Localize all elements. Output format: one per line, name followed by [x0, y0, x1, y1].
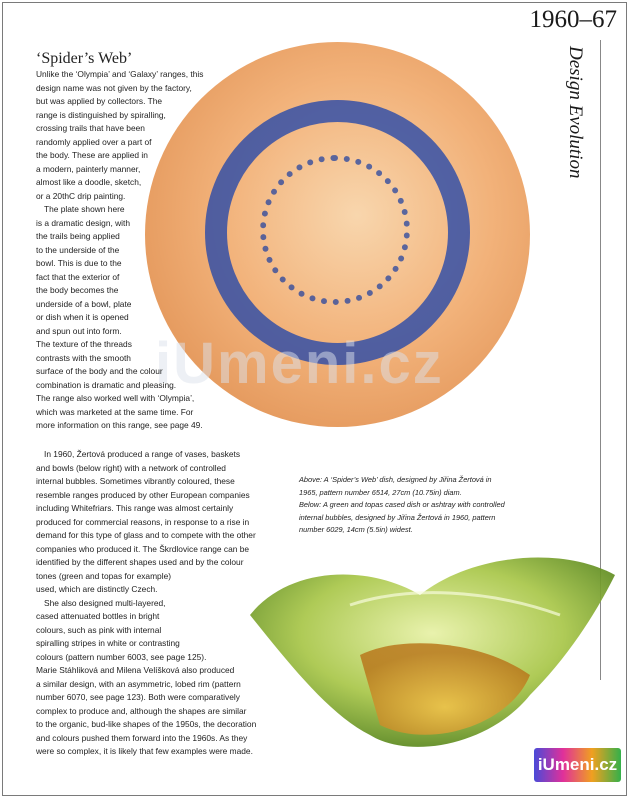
article-title: ‘Spider’s Web’	[36, 50, 133, 67]
blue-trail-inner	[260, 155, 410, 305]
green-bubble-dish-image	[230, 545, 630, 765]
article-wide-column: In 1960, Žertová produced a range of vases, baskets and bowls (below right) with a network of controlled internal bubbles. Sometimes vibrantly coloured, these resemble ranges produced by other European companies including Whitefriars. This range was almost certainly produced for commercial reasons, in response to a rise in demand for this type of glass and to compete with the other companies who produced it. The Škrdlovice range can be identified by the different shapes used and by the colour tones (green and topas for example) used, which are distinctly Czech. She also designed multi-layered, cased attenuated bottles in bright colours, such as pink with internal spiralling stripes in white or contrasting colours (pattern number 6003, see page 125). Marie Stáhliková and Milena Velíšková also produced a similar design, with an asymmetric, lobed rim (pattern number 6070, see page 123). Both were comparatively complex to produce and, although the shapes are similar to the organic, bud-like shapes of the 1950s, the decoration and colours pushed them forward into the 1960s. As they were so complex, it is likely that few examples were made.	[36, 449, 257, 756]
image-caption: Above: A ‘Spider’s Web’ dish, designed by Jiřina Žertová in 1965, pattern number 6514, 27cm (10.75in) diam. Below: A green and topas cased dish or ashtray with controlled internal bubbles, designed by Jiřina Žertová in 1960, pattern number 6029, 14cm (5.5in) widest.	[299, 475, 505, 534]
section-title-vertical: Design Evolution	[565, 46, 586, 179]
page-header-year: 1960–67	[529, 6, 617, 33]
watermark-text: iUmeni.cz	[155, 331, 444, 396]
article-narrow-column: Unlike the ‘Olympia’ and ‘Galaxy’ ranges, this design name was not given by the factory, but was applied by collectors. The range is distinguished by spiralling, crossing trails that have been randomly applied over a part of the body. These are applied in a modern, painterly manner, almost like a doodle, sketch, or a 20thC drip painting. The plate shown here is a dramatic design, with the trails being applied to the underside of the bowl. This is due to the fact that the exterior of the body becomes the underside of a bowl, plate or dish when it is opened and spun out into form. The texture of the threads contrasts with the smooth surface of the body and the colour combination is dramatic and pleasing. The range also worked well with ‘Olympia’, which was marketed at the same time. For more information on this range, see page 49.	[36, 69, 204, 430]
site-logo[interactable]: iUmeni.cz	[534, 748, 621, 782]
